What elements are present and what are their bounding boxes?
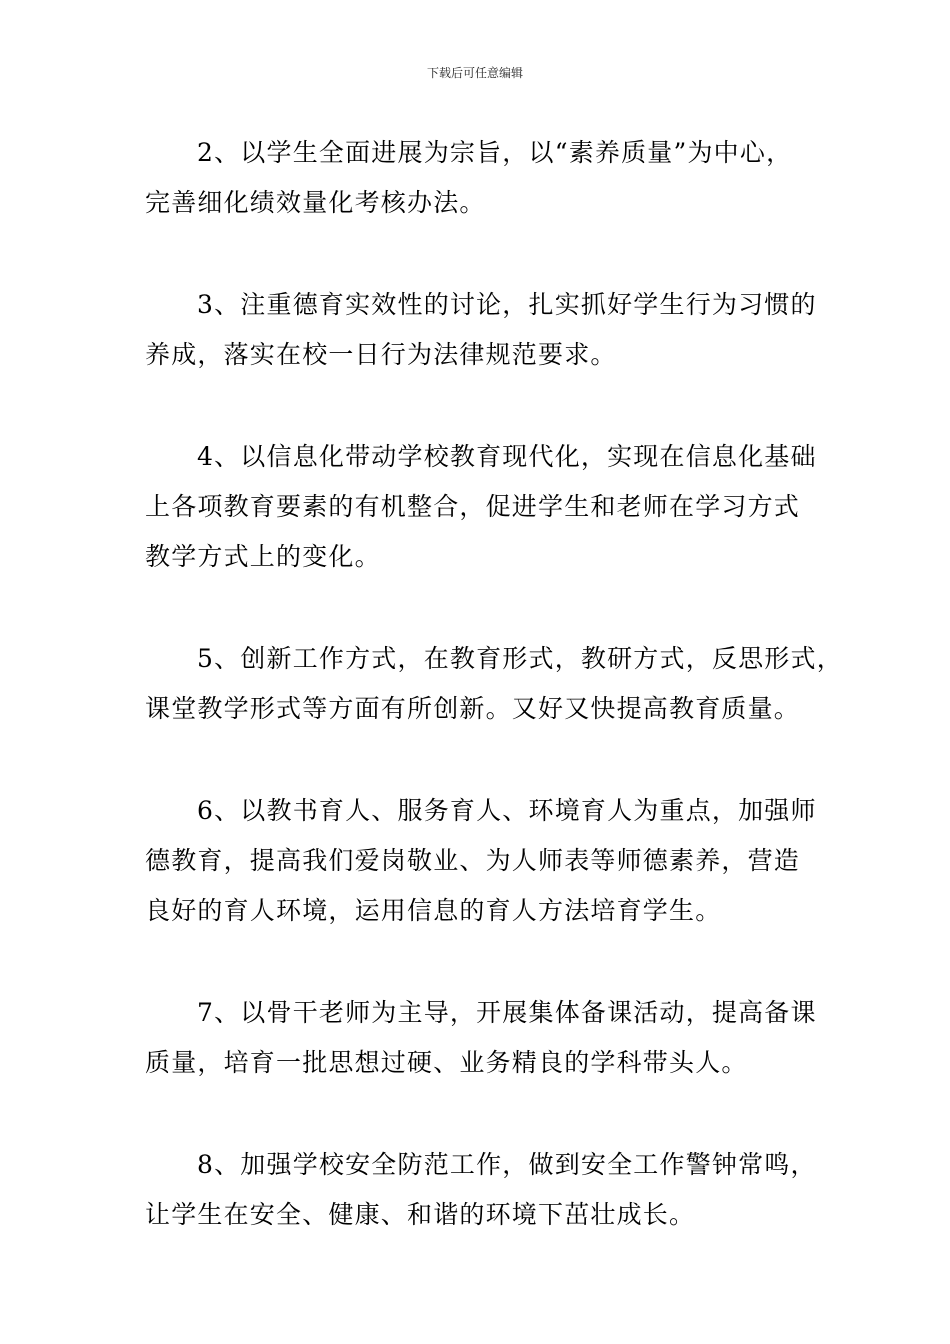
paragraph-line: 3、注重德育实效性的讨论，扎实抓好学生行为习惯的 [197, 290, 817, 319]
paragraph-line: 8、加强学校安全防范工作，做到安全工作警钟常鸣， [197, 1150, 817, 1179]
document-body [145, 128, 843, 1292]
paragraph-line: 2、以学生全面进展为宗旨，以“素养质量”为中心， [197, 138, 793, 167]
paragraph-line: 5、创新工作方式，在教育形式，教研方式，反思形式， [197, 644, 843, 673]
paragraph-line: 良好的育人环境，运用信息的育人方法培育学生。 [145, 896, 722, 925]
paragraph-line: 教学方式上的变化。 [145, 542, 381, 571]
paragraph-2 [145, 128, 817, 228]
paragraph-line: 养成，落实在校一日行为法律规范要求。 [145, 340, 617, 369]
paragraph-5 [145, 634, 843, 734]
paragraph-8 [145, 1140, 817, 1240]
paragraph-line: 6、以教书育人、服务育人、环境育人为重点，加强师 [197, 796, 817, 825]
paragraph-line: 完善细化绩效量化考核办法。 [145, 188, 486, 217]
paragraph-4 [145, 432, 817, 582]
paragraph-7 [145, 988, 817, 1088]
paragraph-line: 上各项教育要素的有机整合，促进学生和老师在学习方式 [145, 492, 801, 521]
paragraph-line: 4、以信息化带动学校教育现代化，实现在信息化基础 [197, 442, 817, 471]
paragraph-line: 课堂教学形式等方面有所创新。又好又快提高教育质量。 [145, 694, 801, 723]
paragraph-line: 7、以骨干老师为主导，开展集体备课活动，提高备课 [197, 998, 817, 1027]
paragraph-line: 德教育，提高我们爱岗敬业、为人师表等师德素养，营造 [145, 846, 801, 875]
paragraph-line: 让学生在安全、健康、和谐的环境下茁壮成长。 [145, 1200, 696, 1229]
paragraph-line: 质量，培育一批思想过硬、业务精良的学科带头人。 [145, 1048, 748, 1077]
paragraph-3 [145, 280, 817, 380]
page-header: 下载后可任意编辑 [426, 66, 523, 80]
paragraph-6 [145, 786, 817, 936]
